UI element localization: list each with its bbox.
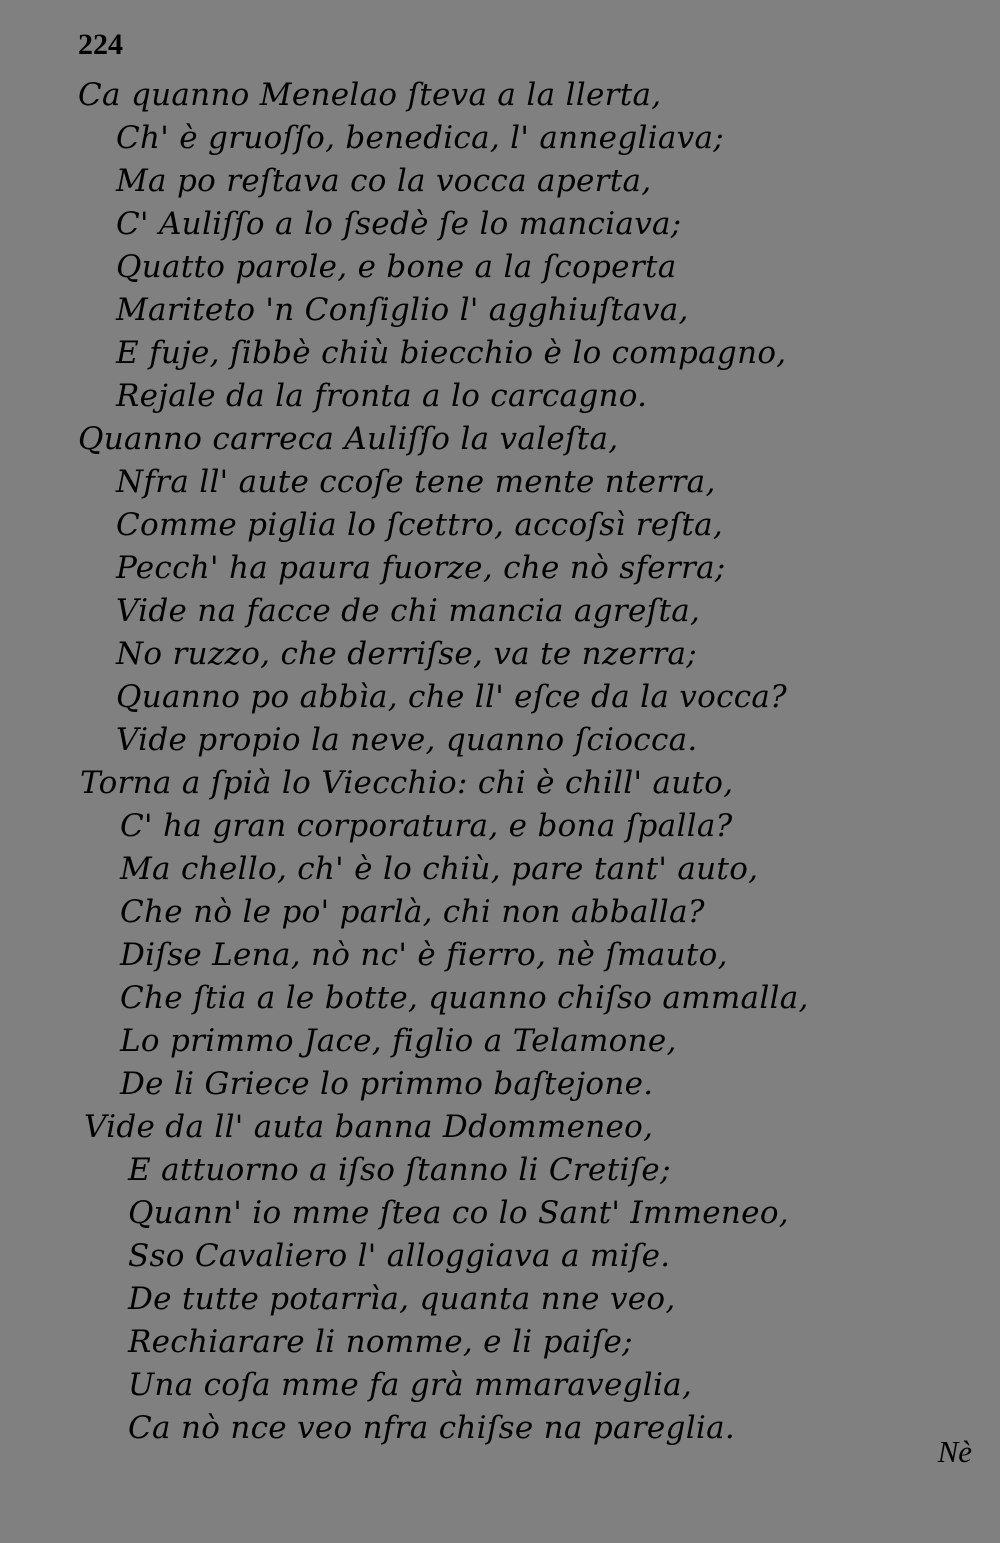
verse-line: Comme piglia lo ſcettro, accoſsì reſta, [116,507,724,543]
verse-line: Ch' è gruoſſo, benedica, l' annegliava; [116,120,725,156]
verse-line: Pecch' ha paura fuorze, che nò sferra; [116,550,726,586]
verse-line: De li Griece lo primmo baſtejone. [120,1066,654,1102]
verse-line: Nfra ll' aute ccoſe tene mente nterra, [116,464,716,500]
stanza-4 [0,1106,1000,1450]
verse-line: Rechiarare li nomme, e li paiſe; [128,1324,633,1360]
catchword: Nè [937,1434,972,1469]
verse-line: Quanno po abbìa, che ll' eſce da la vocca? [116,679,788,715]
verse-line: Vide na facce de chi mancia agreſta, [116,593,701,629]
verse-line: Sso Cavaliero l' alloggiava a miſe. [128,1238,671,1274]
stanza-3 [0,762,1000,1106]
verse-line: Che ſtia a le botte, quanno chiſso ammalla, [120,980,809,1016]
verse-line: C' ha gran corporatura, e bona ſpalla? [120,808,733,844]
verse-line: De tutte potarrìa, quanta nne veo, [128,1281,676,1317]
verse-line: Torna a ſpià lo Viecchio: chi è chill' auto, [80,765,734,801]
verse-line: Ca quanno Menelao ſteva a la llerta, [78,77,662,113]
poem-body [0,74,1000,1450]
verse-line: Vide propio la neve, quanno ſciocca. [116,722,698,758]
page-number: 224 [78,28,123,61]
verse-line: Rejale da la fronta a lo carcagno. [116,378,648,414]
verse-line: E fuje, ſibbè chiù biecchio è lo compagno, [116,335,787,371]
verse-line: Quatto parole, e bone a la ſcoperta [116,249,677,285]
verse-line: Mariteto 'n Conſiglio l' agghiuſtava, [116,292,689,328]
verse-line: No ruzzo, che derriſse, va te nzerra; [116,636,697,672]
verse-line: Ma po reſtava co la vocca aperta, [116,163,652,199]
verse-line: C' Auliſſo a lo ſsedè ſe lo manciava; [116,206,682,242]
stanza-1 [0,74,1000,418]
verse-line: E attuorno a iſso ſtanno li Cretiſe; [128,1152,671,1188]
verse-line: Ma chello, ch' è lo chiù, pare tant' auto, [120,851,759,887]
verse-line: Diſse Lena, nò nc' è fierro, nè ſmauto, [120,937,728,973]
verse-line: Ca nò nce veo nfra chiſse na pareglia. [128,1410,736,1446]
verse-line: Che nò le po' parlà, chi non abballa? [120,894,705,930]
verse-line: Lo primmo Jace, figlio a Telamone, [120,1023,677,1059]
verse-line: Vide da ll' auta banna Ddommeneo, [84,1109,654,1145]
verse-line: Una coſa mme fa grà mmaraveglia, [128,1367,693,1403]
verse-line: Quann' io mme ſtea co lo Sant' Immeneo, [128,1195,789,1231]
stanza-2 [0,418,1000,762]
verse-line: Quanno carreca Auliſſo la valeſta, [78,421,619,457]
